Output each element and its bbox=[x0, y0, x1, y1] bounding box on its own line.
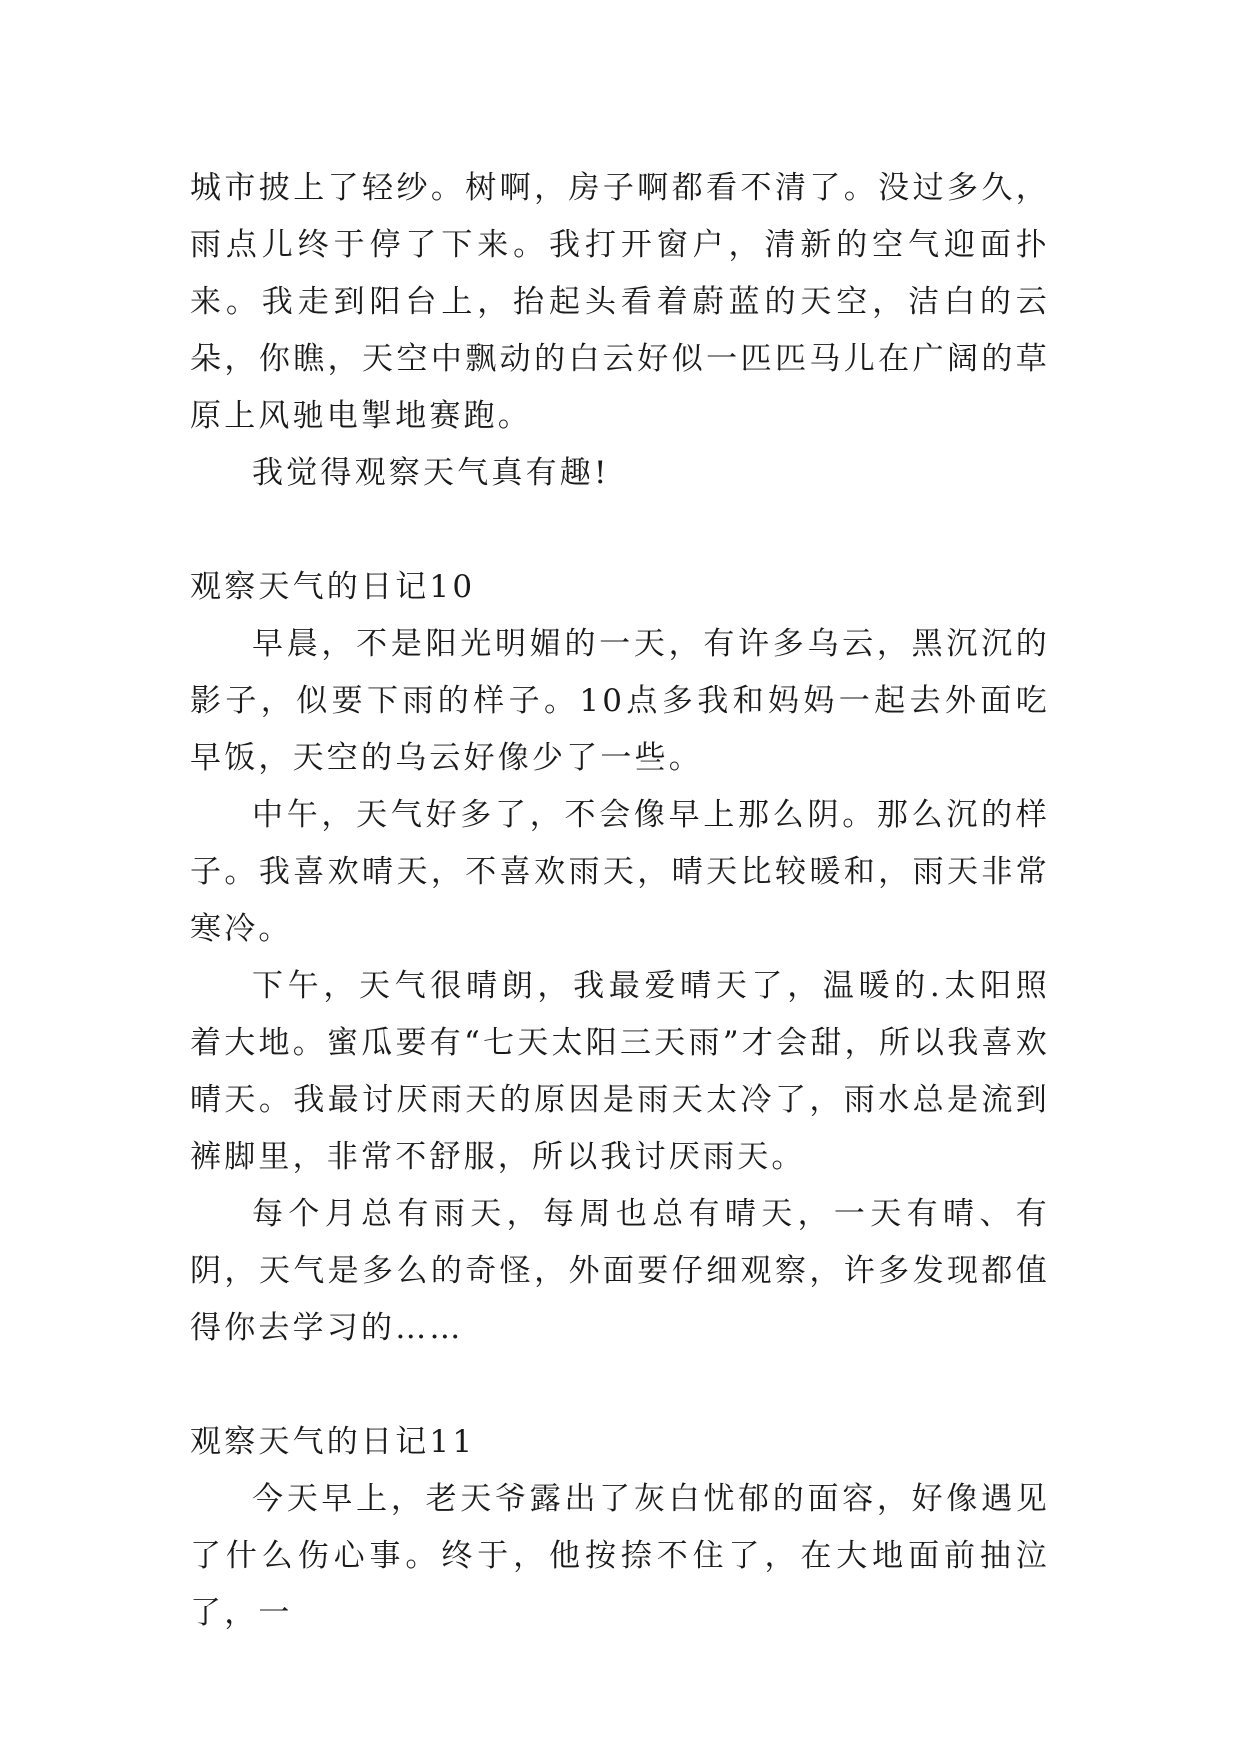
paragraph: 中午，天气好多了，不会像早上那么阴。那么沉的样子。我喜欢晴天，不喜欢雨天，晴天比较暖和，雨天非常寒冷。 bbox=[190, 797, 1050, 947]
section-diary-10 bbox=[190, 559, 1050, 1357]
paragraph: 城市披上了轻纱。树啊，房子啊都看不清了。没过多久，雨点儿终于停了下来。我打开窗户，清新的空气迎面扑来。我走到阳台上，抬起头看着蔚蓝的天空，洁白的云朵，你瞧，天空中飘动的白云好似一匹匹马儿在广阔的草原上风驰电掣地赛跑。 bbox=[190, 170, 1050, 434]
section-heading: 观察天气的日记10 bbox=[190, 569, 476, 605]
section-diary-11 bbox=[190, 1414, 1050, 1642]
paragraph: 下午，天气很晴朗，我最爱晴天了，温暖的.太阳照着大地。蜜瓜要有“七天太阳三天雨”才会甜，所以我喜欢晴天。我最讨厌雨天的原因是雨天太冷了，雨水总是流到裤脚里，非常不舒服，所以我讨厌雨天。 bbox=[190, 968, 1050, 1175]
section-heading: 观察天气的日记11 bbox=[190, 1424, 476, 1460]
document-body bbox=[190, 160, 1050, 1642]
section-continuation bbox=[190, 160, 1050, 502]
section-spacer bbox=[190, 1357, 1050, 1414]
paragraph: 早晨，不是阳光明媚的一天，有许多乌云，黑沉沉的影子，似要下雨的样子。10点多我和妈妈一起去外面吃早饭，天空的乌云好像少了一些。 bbox=[190, 626, 1050, 776]
section-spacer bbox=[190, 502, 1050, 559]
paragraph: 今天早上，老天爷露出了灰白忧郁的面容，好像遇见了什么伤心事。终于，他按捺不住了，在大地面前抽泣了，一 bbox=[190, 1481, 1050, 1631]
paragraph: 每个月总有雨天，每周也总有晴天，一天有晴、有阴，天气是多么的奇怪，外面要仔细观察，许多发现都值得你去学习的…… bbox=[190, 1196, 1050, 1346]
paragraph: 我觉得观察天气真有趣! bbox=[252, 455, 610, 491]
